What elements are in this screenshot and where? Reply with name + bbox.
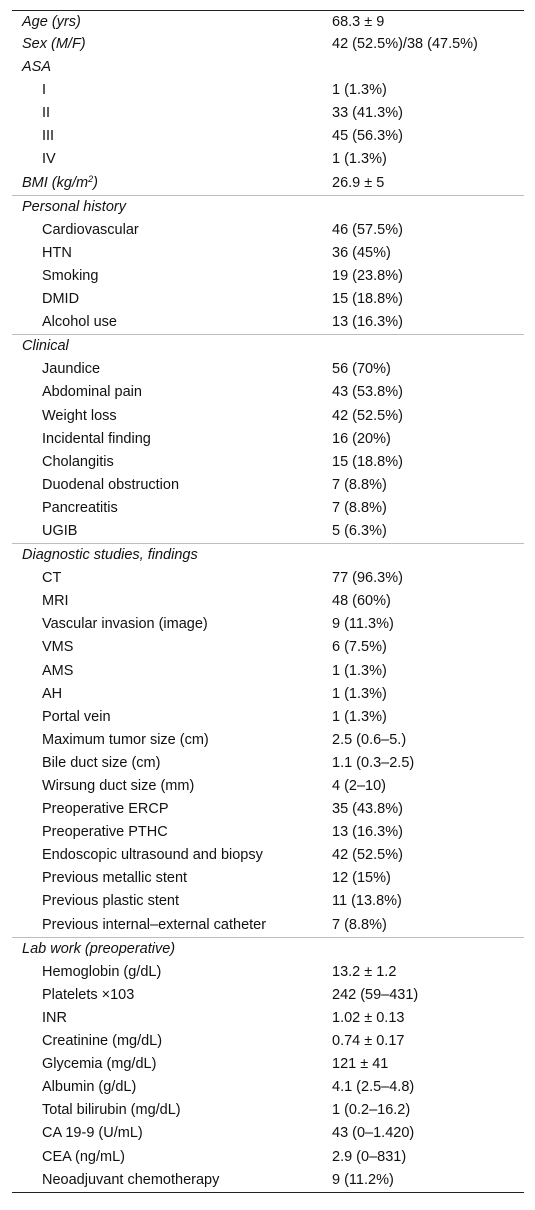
row-value: 1 (1.3%)	[332, 708, 387, 725]
row-label: Endoscopic ultrasound and biopsy	[42, 847, 263, 864]
row-label: MRI	[42, 593, 69, 610]
row-label: VMS	[42, 639, 74, 656]
row-value: 15 (18.8%)	[332, 453, 403, 470]
row-value: 242 (59–431)	[332, 986, 419, 1003]
row-label: AH	[42, 685, 63, 702]
table-row	[12, 1076, 524, 1099]
row-label-text: BMI (kg/m	[22, 174, 89, 191]
table-row	[12, 428, 524, 451]
table-row	[12, 405, 524, 428]
table-row	[12, 984, 524, 1007]
table-row	[12, 1053, 524, 1076]
row-value: 77 (96.3%)	[332, 570, 403, 587]
row-label: Portal vein	[42, 708, 111, 725]
row-value: 56 (70%)	[332, 361, 391, 378]
table-row	[12, 567, 524, 590]
row-value: 12 (15%)	[332, 870, 391, 887]
row-label: Previous plastic stent	[42, 893, 180, 910]
row-label: Preoperative PTHC	[42, 824, 168, 841]
row-label: Vascular invasion (image)	[42, 616, 208, 633]
table-row	[12, 1007, 524, 1030]
row-label: Cholangitis	[42, 453, 114, 470]
row-value: 1 (1.3%)	[332, 151, 387, 168]
table-row	[12, 1030, 524, 1053]
row-value: 0.74 ± 0.17	[332, 1033, 405, 1050]
table-row	[12, 79, 524, 102]
row-label: HTN	[42, 244, 72, 261]
table-section-row	[12, 334, 524, 358]
row-label: Wirsung duct size (mm)	[42, 778, 195, 794]
row-value: 5 (6.3%)	[332, 522, 387, 539]
row-heading: Diagnostic studies, findings	[22, 547, 198, 564]
row-label: UGIB	[42, 522, 78, 539]
table-row	[12, 1099, 524, 1122]
row-value: 43 (53.8%)	[332, 384, 403, 401]
row-value: 42 (52.5%)	[332, 847, 403, 864]
row-label: Alcohol use	[42, 314, 117, 331]
row-label: CT	[42, 570, 62, 587]
row-label: Pancreatitis	[42, 499, 118, 516]
row-value: 1 (1.3%)	[332, 685, 387, 702]
row-label-text-end: )	[93, 174, 98, 191]
row-label: Platelets ×103	[42, 986, 135, 1003]
row-value: 2.9 (0–831)	[332, 1148, 407, 1165]
row-label: III	[42, 128, 55, 145]
row-label: Previous internal–external catheter	[42, 916, 267, 933]
row-label: I	[42, 82, 47, 99]
row-value: 4 (2–10)	[332, 778, 387, 794]
table-row	[12, 683, 524, 706]
table-row	[12, 497, 524, 520]
row-label: II	[42, 105, 51, 122]
table-row	[12, 590, 524, 613]
row-label: CA 19-9 (U/mL)	[42, 1125, 143, 1142]
table-row	[12, 288, 524, 311]
table-row	[12, 148, 524, 171]
row-value: 35 (43.8%)	[332, 801, 403, 818]
table-row	[12, 660, 524, 683]
table-row	[12, 613, 524, 636]
row-value: 15 (18.8%)	[332, 291, 403, 308]
row-label: Neoadjuvant chemotherapy	[42, 1171, 220, 1188]
row-value: 11 (13.8%)	[332, 893, 402, 910]
row-value: 121 ± 41	[332, 1056, 389, 1073]
table-row	[12, 844, 524, 867]
table-row	[12, 265, 524, 288]
row-value: 42 (52.5%)	[332, 407, 403, 424]
row-heading: ASA	[22, 59, 52, 76]
row-heading: Clinical	[22, 338, 69, 355]
row-value: 6 (7.5%)	[332, 639, 387, 656]
row-label: Preoperative ERCP	[42, 801, 169, 818]
table-row	[12, 798, 524, 821]
row-value: 43 (0–1.420)	[332, 1125, 415, 1142]
table-row	[12, 729, 524, 752]
table-section-row	[12, 33, 524, 56]
table-row	[12, 1146, 524, 1169]
table-row	[12, 961, 524, 984]
table-row	[12, 890, 524, 913]
table-row	[12, 520, 524, 543]
table-row	[12, 775, 524, 798]
table-row	[12, 102, 524, 125]
table-row	[12, 474, 524, 497]
table-section-row	[12, 195, 524, 219]
row-value: 26.9 ± 5	[332, 174, 385, 191]
table-row	[12, 867, 524, 890]
table-section-row	[12, 543, 524, 567]
row-value: 1 (1.3%)	[332, 82, 387, 99]
row-label: Duodenal obstruction	[42, 476, 180, 493]
table-row	[12, 451, 524, 474]
table-row	[12, 381, 524, 404]
row-label: Total bilirubin (mg/dL)	[42, 1102, 181, 1119]
row-heading: Lab work (preoperative)	[22, 940, 176, 957]
row-value: 1.02 ± 0.13	[332, 1009, 405, 1026]
table-section-row	[12, 172, 524, 195]
row-label: INR	[42, 1009, 67, 1026]
table-row	[12, 636, 524, 659]
table-row	[12, 706, 524, 729]
table-row	[12, 752, 524, 775]
row-heading: Personal history	[22, 198, 126, 215]
row-value: 48 (60%)	[332, 593, 391, 610]
row-value: 1.1 (0.3–2.5)	[332, 754, 415, 771]
row-label: Incidental finding	[42, 430, 151, 447]
row-label: Maximum tumor size (cm)	[42, 731, 209, 748]
row-label: Weight loss	[42, 407, 117, 424]
row-value: 19 (23.8%)	[332, 267, 403, 284]
table-row	[12, 914, 524, 937]
row-value: 33 (41.3%)	[332, 105, 403, 122]
row-value: 9 (11.3%)	[332, 616, 394, 633]
row-value: 1 (0.2–16.2)	[332, 1102, 411, 1119]
table-row	[12, 358, 524, 381]
row-value: 45 (56.3%)	[332, 128, 403, 145]
row-label: CEA (ng/mL)	[42, 1148, 125, 1165]
table-row	[12, 125, 524, 148]
row-value: 7 (8.8%)	[332, 476, 387, 493]
row-label: Glycemia (mg/dL)	[42, 1056, 157, 1073]
row-value: 1 (1.3%)	[332, 662, 387, 679]
table-row	[12, 311, 524, 334]
table-row	[12, 1169, 524, 1192]
row-value: 36 (45%)	[332, 244, 391, 261]
row-label: Creatinine (mg/dL)	[42, 1033, 163, 1050]
table-row	[12, 821, 524, 844]
row-value: 42 (52.5%)/38 (47.5%)	[332, 36, 478, 52]
table-row	[12, 242, 524, 265]
row-value: 13.2 ± 1.2	[332, 963, 397, 980]
row-label: Previous metallic stent	[42, 870, 188, 887]
row-label: DMID	[42, 291, 80, 308]
table-section-row	[12, 56, 524, 79]
table-section-row	[12, 11, 524, 33]
row-value: 4.1 (2.5–4.8)	[332, 1079, 415, 1096]
row-value: 9 (11.2%)	[332, 1171, 394, 1188]
row-value: 16 (20%)	[332, 430, 391, 447]
row-value: 7 (8.8%)	[332, 499, 387, 516]
row-value: 13 (16.3%)	[332, 314, 403, 331]
superscript: 2	[88, 173, 94, 184]
row-value: 46 (57.5%)	[332, 221, 403, 238]
row-label: Smoking	[42, 267, 99, 284]
row-label: Albumin (g/dL)	[42, 1079, 137, 1096]
baseline-characteristics-table	[12, 10, 524, 1193]
row-label: AMS	[42, 662, 74, 679]
row-heading	[22, 172, 98, 195]
row-value: 7 (8.8%)	[332, 916, 387, 933]
row-heading: Sex (M/F)	[22, 36, 86, 52]
table-row	[12, 219, 524, 242]
table-section-row	[12, 937, 524, 961]
row-label: Jaundice	[42, 361, 101, 378]
row-heading: Age (yrs)	[22, 14, 81, 30]
row-value: 13 (16.3%)	[332, 824, 403, 841]
row-label: IV	[42, 151, 56, 168]
row-value: 2.5 (0.6–5.)	[332, 731, 407, 748]
row-label: Abdominal pain	[42, 384, 142, 401]
row-value: 68.3 ± 9	[332, 14, 385, 30]
row-label: Bile duct size (cm)	[42, 754, 161, 771]
row-label: Cardiovascular	[42, 221, 139, 238]
table-row	[12, 1122, 524, 1145]
row-label: Hemoglobin (g/dL)	[42, 963, 162, 980]
